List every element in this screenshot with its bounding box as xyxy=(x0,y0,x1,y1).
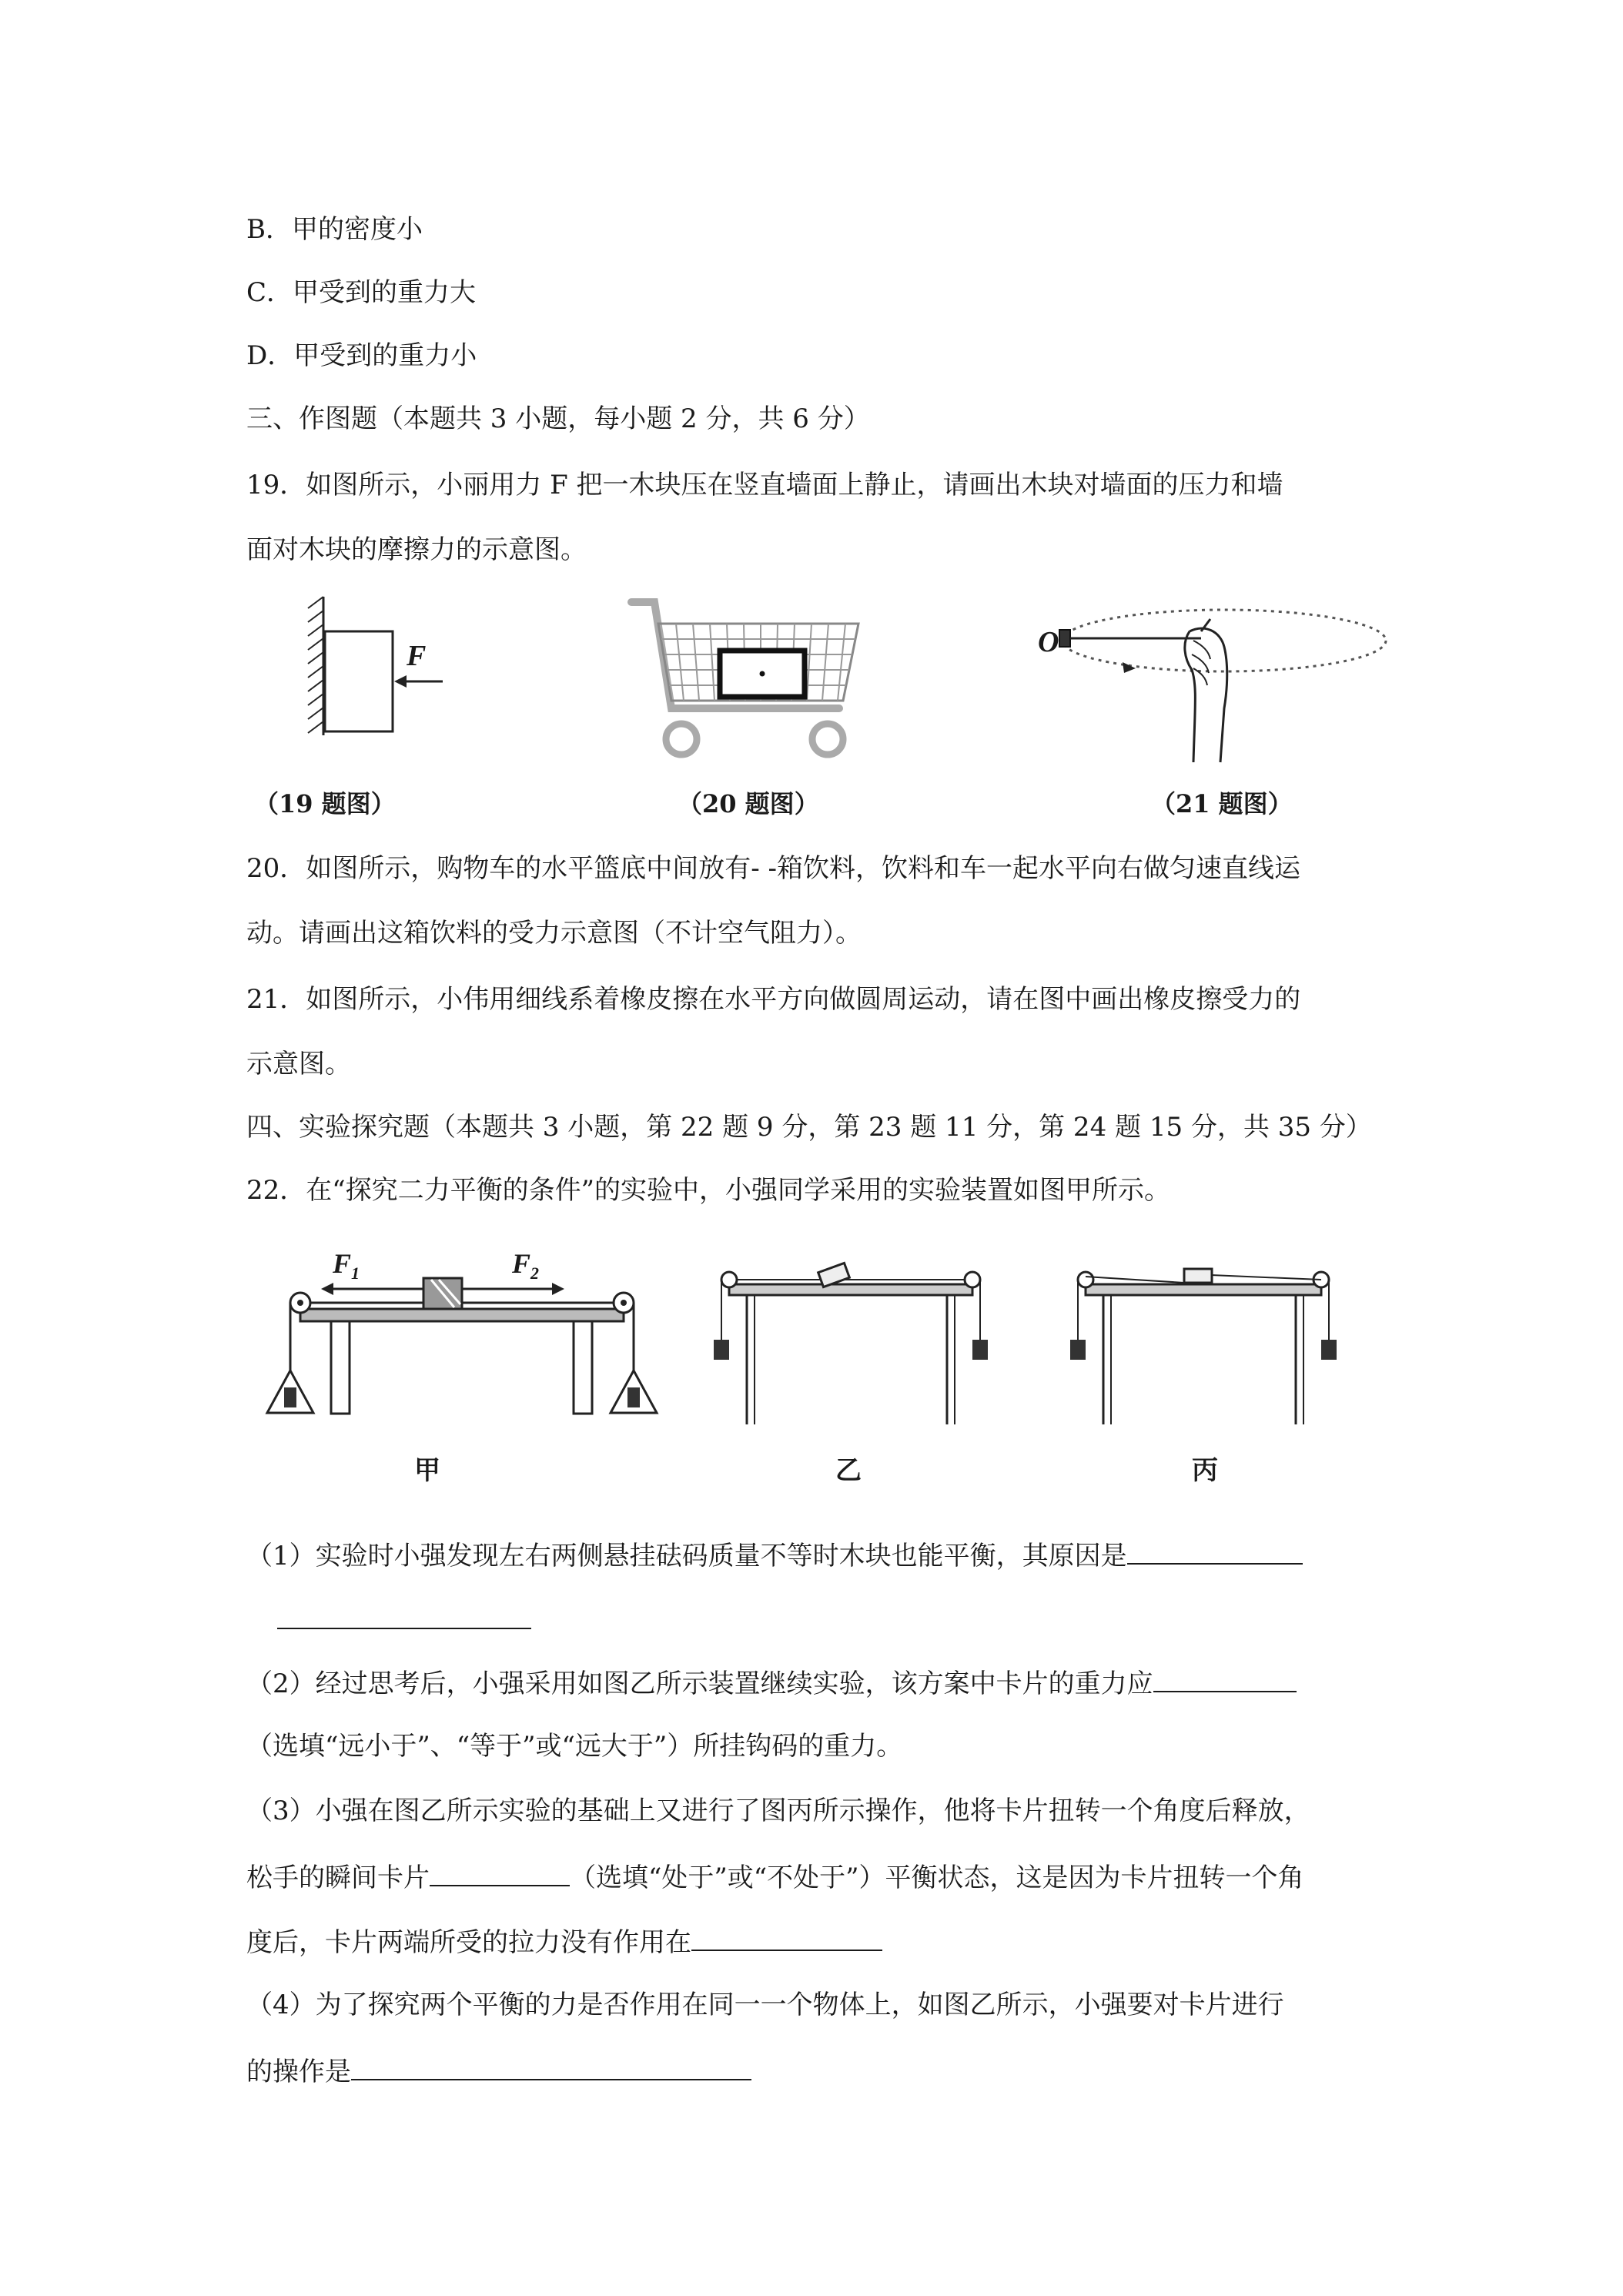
q21-line-1: 21．如图所示，小伟用细线系着橡皮擦在水平方向做圆周运动，请在图中画出橡皮擦受力的 xyxy=(246,984,1301,1015)
q20-line-2: 动。请画出这箱饮料的受力示意图（不计空气阻力）。 xyxy=(246,918,862,949)
figure-bing-label: 丙 xyxy=(1192,1455,1218,1486)
force-f1-letter: F xyxy=(333,1248,352,1279)
option-d: D．甲受到的重力小 xyxy=(246,340,477,371)
q22-part-3-line-3 xyxy=(246,1923,882,1960)
figure-20-caption: （20 题图） xyxy=(678,789,819,818)
q22-part-1 xyxy=(246,1537,1303,1573)
figure-20-shopping-cart xyxy=(624,593,870,770)
q22-part-3-text-b: （选填“处于”或“不处于”）平衡状态，这是因为卡片扭转一个角 xyxy=(570,1863,1304,1893)
answer-blank-1a[interactable] xyxy=(1127,1537,1303,1565)
force-f2-subscript: 2 xyxy=(530,1263,540,1284)
figure-19-caption: （19 题图） xyxy=(254,789,396,818)
figure-21-circular-motion xyxy=(1032,601,1394,770)
force-f2-label xyxy=(512,1247,539,1284)
q22-part-4-text: 的操作是 xyxy=(246,2057,351,2087)
section-4-title: 四、实验探究题（本题共 3 小题，第 22 题 9 分，第 23 题 11 分，第 24 题 15 分，共 35 分） xyxy=(246,1112,1372,1143)
q22-intro: 22．在“探究二力平衡的条件”的实验中，小强同学采用的实验装置如图甲所示。 xyxy=(246,1175,1171,1206)
q19-line-1: 19．如图所示，小丽用力 F 把一木块压在竖直墙面上静止，请画出木块对墙面的压力和墙 xyxy=(246,470,1283,500)
answer-blank-1b[interactable] xyxy=(277,1602,531,1629)
force-f1-subscript: 1 xyxy=(351,1263,360,1284)
q20-line-1: 20．如图所示，购物车的水平篮底中间放有- -箱饮料，饮料和车一起水平向右做匀速直线运 xyxy=(246,853,1301,884)
force-f1-label xyxy=(333,1247,360,1284)
q19-line-2: 面对木块的摩擦力的示意图。 xyxy=(246,534,587,565)
q21-line-2: 示意图。 xyxy=(246,1049,351,1079)
answer-blank-3b[interactable] xyxy=(691,1923,882,1951)
q22-part-3-text-c: 度后，卡片两端所受的拉力没有作用在 xyxy=(246,1927,691,1958)
figure-21-caption: （21 题图） xyxy=(1151,789,1293,818)
q22-part-2-line-1 xyxy=(246,1665,1297,1701)
figure-19-wall-block xyxy=(300,593,485,739)
answer-blank-3a[interactable] xyxy=(430,1859,570,1886)
q22-part-4-line-2 xyxy=(246,2053,751,2089)
answer-blank-4[interactable] xyxy=(351,2053,751,2080)
section-3-title: 三、作图题（本题共 3 小题，每小题 2 分，共 6 分） xyxy=(246,403,870,434)
figure-yi-label: 乙 xyxy=(835,1455,862,1486)
option-b: B．甲的密度小 xyxy=(246,214,423,245)
force-f-label: F xyxy=(407,640,427,672)
q22-part-1-text: （1）实验时小强发现左右两侧悬挂砝码质量不等时木块也能平衡，其原因是 xyxy=(246,1541,1127,1571)
q22-part-3-text-a: 松手的瞬间卡片 xyxy=(246,1863,430,1893)
figure-yi-apparatus xyxy=(712,1263,989,1424)
q22-part-4-line-1: （4）为了探究两个平衡的力是否作用在同一一个物体上，如图乙所示，小强要对卡片进行 xyxy=(246,1990,1284,2020)
q22-part-2-line-2: （选填“远小于”、“等于”或“远大于”）所挂钩码的重力。 xyxy=(246,1731,903,1762)
figure-jia-apparatus xyxy=(266,1255,658,1432)
q22-part-2-text: （2）经过思考后，小强采用如图乙所示装置继续实验，该方案中卡片的重力应 xyxy=(246,1668,1153,1699)
q22-part-3-line-1: （3）小强在图乙所示实验的基础上又进行了图丙所示操作，他将卡片扭转一个角度后释放， xyxy=(246,1796,1310,1826)
option-c: C．甲受到的重力大 xyxy=(246,277,477,308)
q22-part-1-continued xyxy=(277,1602,531,1638)
figure-jia-label: 甲 xyxy=(414,1455,440,1486)
answer-blank-2[interactable] xyxy=(1153,1665,1297,1692)
figure-bing-apparatus xyxy=(1069,1263,1338,1424)
force-f2-letter: F xyxy=(512,1248,531,1279)
point-o-label: O xyxy=(1038,626,1059,658)
q22-part-3-line-2 xyxy=(246,1859,1304,1895)
